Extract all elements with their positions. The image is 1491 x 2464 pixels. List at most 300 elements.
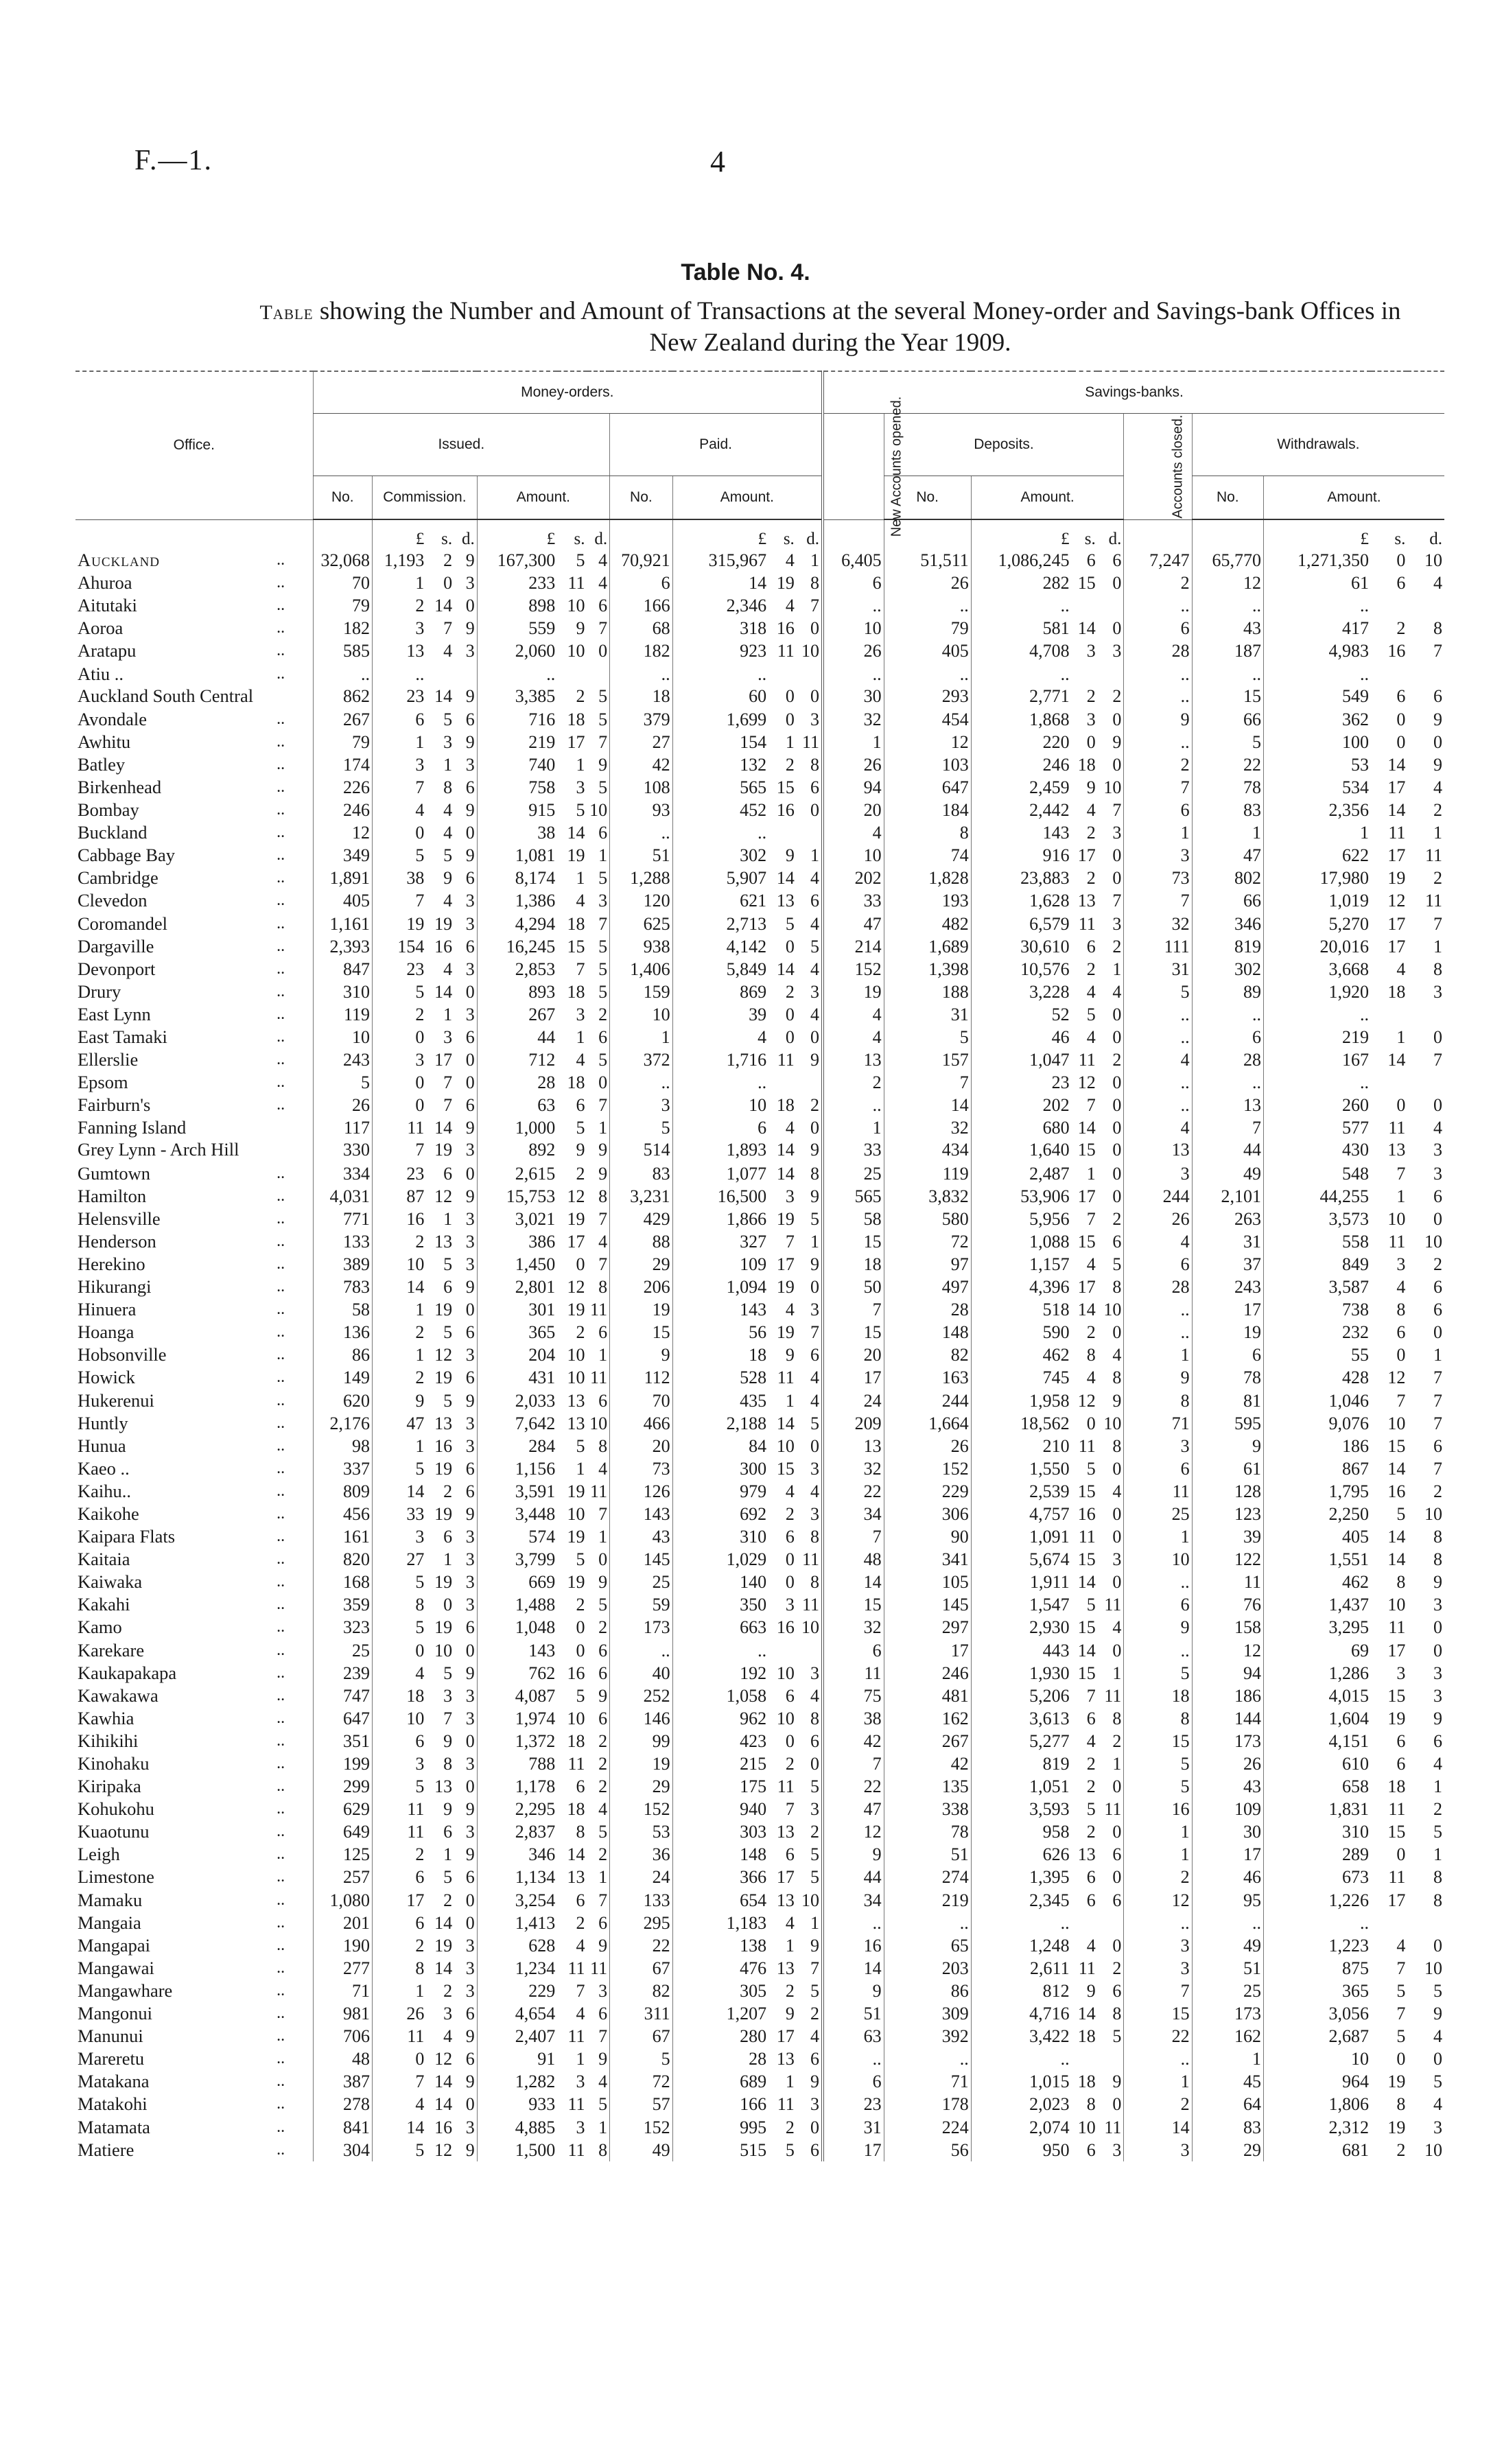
paid-amount-pounds: 366 <box>672 1866 768 1888</box>
office-name: Awhitu <box>78 731 131 752</box>
withdrawals-amount-pounds: 310 <box>1263 1820 1370 1843</box>
issued-amount-shillings: 14 <box>567 823 585 843</box>
withdrawals-amount-shillings: 17 <box>1387 913 1406 934</box>
commission-pence: 0 <box>465 1890 475 1910</box>
deposits-amount-pence: 2 <box>1112 936 1122 957</box>
paid-amount-pounds: 621 <box>672 889 768 912</box>
table-row <box>75 1162 1444 1185</box>
deposits-count: 32 <box>884 1116 971 1139</box>
paid-count: 67 <box>610 2025 673 2048</box>
commission-shillings: 14 <box>434 1958 453 1978</box>
commission-pence: 0 <box>465 1050 475 1070</box>
commission-pounds: 5 <box>373 2139 427 2161</box>
paid-amount-shillings: 11 <box>777 1050 795 1070</box>
table-row <box>75 776 1444 799</box>
issued-amount-pence: 6 <box>598 2004 608 2024</box>
withdrawals-amount-pence: 8 <box>1433 1890 1442 1910</box>
deposits-amount-pence: 8 <box>1112 1368 1122 1388</box>
unit-shillings: s. <box>1394 530 1406 548</box>
issued-amount-pounds: 1,413 <box>477 1912 557 1934</box>
withdrawals-count: 76 <box>1192 1593 1263 1616</box>
table-row <box>75 1071 1444 1094</box>
office-name: Hunua <box>78 1435 126 1456</box>
deposits-amount-pence: 0 <box>1112 1640 1122 1661</box>
office-name: Karekare <box>78 1639 145 1661</box>
accounts-closed-count: .. <box>1124 1639 1192 1662</box>
issued-amount-shillings: 0 <box>576 1254 585 1274</box>
commission-pounds: 26 <box>373 2002 427 2025</box>
office-name: Aitutaki <box>78 595 137 616</box>
office-name: Kamo <box>78 1617 122 1638</box>
issued-amount-pence: 1 <box>598 1527 608 1547</box>
accounts-closed-count: 1 <box>1124 1525 1192 1548</box>
commission-pounds: 1 <box>373 1435 427 1457</box>
deposits-count: 229 <box>884 1480 971 1503</box>
issued-amount-pence: 5 <box>598 2094 608 2115</box>
deposits-amount-shillings: 5 <box>1086 1799 1096 1820</box>
withdrawals-amount-pence: 3 <box>1433 1163 1442 1184</box>
deposits-count: 26 <box>884 572 971 594</box>
commission-pounds: 2 <box>373 1366 427 1389</box>
issued-amount-pounds: 4,087 <box>477 1685 557 1707</box>
deposits-count: 293 <box>884 685 971 708</box>
money-order-count: 12 <box>313 821 373 844</box>
issued-amount-shillings: 8 <box>576 1822 585 1842</box>
new-accounts-count: 17 <box>823 1366 884 1389</box>
new-accounts-count: 38 <box>823 1707 884 1730</box>
deposits-amount-shillings: 7 <box>1086 1095 1096 1116</box>
unit-pound: £ <box>672 519 768 549</box>
commission-shillings: 14 <box>434 2094 453 2115</box>
withdrawals-count: 65,770 <box>1192 549 1263 572</box>
deposits-count: 90 <box>884 1525 971 1548</box>
office-name: Kaeo .. <box>78 1457 130 1479</box>
deposits-amount-pounds: 1,868 <box>971 708 1071 731</box>
withdrawals-amount-pounds: 738 <box>1263 1298 1370 1321</box>
deposits-amount-pounds: 812 <box>971 1980 1071 2002</box>
unit-pound: £ <box>1263 519 1370 549</box>
withdrawals-amount-pence: 0 <box>1433 1617 1442 1638</box>
withdrawals-amount-shillings: 15 <box>1387 1822 1406 1842</box>
withdrawals-amount-pounds: 610 <box>1263 1752 1370 1775</box>
page-number: 4 <box>710 145 725 178</box>
withdrawals-amount-pounds: 219 <box>1263 1026 1370 1048</box>
deposits-amount-shillings: 2 <box>1086 685 1096 706</box>
paid-count: 67 <box>610 1957 673 1980</box>
paid-amount-pounds: 2,346 <box>672 594 768 617</box>
commission-pence: 6 <box>465 1481 475 1501</box>
commission-shillings: 1 <box>443 1208 453 1229</box>
deposits-amount-pounds: 1,640 <box>971 1139 1071 1162</box>
issued-amount-pounds: 1,450 <box>477 1253 557 1276</box>
leader-dots: .. <box>277 1164 285 1182</box>
deposits-amount-shillings: 4 <box>1086 1254 1096 1274</box>
paid-count: 5 <box>610 1116 673 1139</box>
commission-pence: 0 <box>465 1072 475 1093</box>
deposits-count: 51,511 <box>884 549 971 572</box>
deposits-amount-pounds: 3,422 <box>971 2025 1071 2048</box>
issued-amount-pounds: 3,021 <box>477 1208 557 1230</box>
deposits-amount-pounds: 1,628 <box>971 889 1071 912</box>
new-accounts-count: 11 <box>823 1662 884 1685</box>
issued-no-header: No. <box>313 476 373 520</box>
new-accounts-count: .. <box>823 594 884 617</box>
withdrawals-amount-pence: 7 <box>1433 1458 1442 1479</box>
office-name: Kohukohu <box>78 1798 154 1820</box>
office-name: Kaitaia <box>78 1549 130 1570</box>
deposits-amount-shillings: 3 <box>1086 641 1096 661</box>
leader-dots: .. <box>277 2050 285 2068</box>
deposits-amount-shillings: 5 <box>1086 1004 1096 1024</box>
office-name: Kinohaku <box>78 1753 150 1774</box>
commission-pounds: 1,193 <box>373 549 427 572</box>
accounts-closed-count: 4 <box>1124 1116 1192 1139</box>
unit-shillings: s. <box>1084 530 1096 548</box>
commission-pence: 9 <box>465 685 475 706</box>
deposits-amount-shillings: 15 <box>1077 1617 1096 1638</box>
paid-amount-pounds: 303 <box>672 1820 768 1843</box>
commission-pounds: .. <box>373 662 427 685</box>
new-accounts-count: 13 <box>823 1435 884 1457</box>
withdrawals-amount-pounds: 61 <box>1263 572 1370 594</box>
issued-amount-pence: 0 <box>598 1549 608 1570</box>
paid-count: 99 <box>610 1730 673 1752</box>
paid-amount-shillings: 5 <box>785 913 795 934</box>
table-row <box>75 1094 1444 1116</box>
money-order-count: 310 <box>313 981 373 1003</box>
paid-amount-pounds: .. <box>672 1071 768 1094</box>
paid-amount-pounds: 940 <box>672 1798 768 1820</box>
paid-amount-pence: 9 <box>810 1140 820 1160</box>
deposits-amount-pounds: 518 <box>971 1298 1071 1321</box>
money-order-count: 267 <box>313 708 373 731</box>
deposits-amount-pence: 1 <box>1112 959 1122 979</box>
withdrawals-amount-pounds: 167 <box>1263 1048 1370 1071</box>
table-row <box>75 913 1444 935</box>
accounts-closed-count: 3 <box>1124 844 1192 867</box>
issued-amount-pence: 8 <box>598 1186 608 1206</box>
paid-no-header: No. <box>610 476 673 520</box>
paid-amount-pence: 0 <box>810 685 820 706</box>
leader-dots: .. <box>277 1868 285 1886</box>
accounts-closed-count: 2 <box>1124 2093 1192 2115</box>
office-name: Hukerenui <box>78 1389 154 1411</box>
deposits-amount-pounds: 1,911 <box>971 1571 1071 1593</box>
commission-pence: 6 <box>465 1027 475 1048</box>
commission-pence: 6 <box>465 936 475 957</box>
office-name: Kakahi <box>78 1594 130 1615</box>
money-order-count: 25 <box>313 1639 373 1662</box>
paid-amount-pounds: 1,058 <box>672 1685 768 1707</box>
accounts-closed-count: 244 <box>1124 1185 1192 1208</box>
withdrawals-count: 263 <box>1192 1208 1263 1230</box>
commission-pounds: 2 <box>373 594 427 617</box>
leader-dots: .. <box>277 1731 285 1750</box>
withdrawals-count: 25 <box>1192 1980 1263 2002</box>
money-order-count: 334 <box>313 1162 373 1185</box>
withdrawals-amount-pounds: 2,250 <box>1263 1503 1370 1525</box>
issued-amount-pounds: 2,615 <box>477 1162 557 1185</box>
leader-dots: .. <box>277 1709 285 1727</box>
accounts-closed-count: 6 <box>1124 1253 1192 1276</box>
issued-amount-shillings: 18 <box>567 1072 585 1093</box>
paid-count: 3,231 <box>610 1185 673 1208</box>
table-row <box>75 1048 1444 1071</box>
deposits-amount-pence: 0 <box>1112 1822 1122 1842</box>
issued-amount-pence: 7 <box>598 2026 608 2047</box>
table-row <box>75 1820 1444 1843</box>
money-order-count: 86 <box>313 1344 373 1366</box>
deposits-count: 338 <box>884 1798 971 1820</box>
commission-shillings: 13 <box>434 1413 453 1433</box>
issued-amount-pounds: 712 <box>477 1048 557 1071</box>
paid-amount-shillings <box>768 821 797 844</box>
withdrawals-amount-shillings: 13 <box>1387 1140 1406 1160</box>
new-accounts-count: 30 <box>823 685 884 708</box>
issued-amount-shillings: 5 <box>576 1685 585 1706</box>
table-row <box>75 731 1444 753</box>
withdrawals-amount-shillings: 8 <box>1396 1572 1406 1593</box>
new-accounts-count: 23 <box>823 2093 884 2115</box>
paid-amount-pence <box>797 821 823 844</box>
withdrawals-amount-shillings: 5 <box>1396 1980 1406 2001</box>
deposits-amount-pounds: 5,206 <box>971 1685 1071 1707</box>
deposits-amount-shillings: 9 <box>1086 1980 1096 2001</box>
office-name: Avondale <box>78 708 148 729</box>
deposits-amount-pounds: 1,930 <box>971 1662 1071 1685</box>
issued-amount-shillings: 11 <box>567 1958 585 1978</box>
paid-amount-pounds: 962 <box>672 1707 768 1730</box>
commission-pence: 3 <box>465 1572 475 1593</box>
withdrawals-amount-shillings: 10 <box>1387 1413 1406 1433</box>
office-name: Kaihu.. <box>78 1480 132 1501</box>
issued-amount-pence: 5 <box>598 777 608 797</box>
deposits-amount-shillings: 18 <box>1077 2072 1096 2092</box>
issued-amount-pounds: 267 <box>477 1003 557 1026</box>
deposits-amount-pence: 0 <box>1112 1118 1122 1138</box>
issued-amount-shillings: 14 <box>567 1844 585 1865</box>
deposits-amount-shillings: 15 <box>1077 1549 1096 1570</box>
withdrawals-amount-shillings <box>1371 1912 1407 1934</box>
table-row <box>75 1616 1444 1639</box>
money-order-count: 257 <box>313 1866 373 1888</box>
issued-amount-shillings: 3 <box>576 2072 585 2092</box>
withdrawals-amount-pence: 1 <box>1433 1844 1442 1865</box>
withdrawals-amount-pounds: 1,286 <box>1263 1662 1370 1685</box>
leader-dots: .. <box>277 1096 285 1114</box>
money-order-count: 389 <box>313 1253 373 1276</box>
commission-shillings: 0 <box>443 1595 453 1615</box>
withdrawals-amount-shillings: 0 <box>1396 709 1406 729</box>
deposits-amount-pence: 0 <box>1112 1004 1122 1024</box>
accounts-closed-count: 18 <box>1124 1685 1192 1707</box>
accounts-closed-count: 7 <box>1124 889 1192 912</box>
deposits-amount-pounds: 46 <box>971 1026 1071 1048</box>
withdrawals-amount-pence: 3 <box>1433 981 1442 1002</box>
commission-pounds: 6 <box>373 708 427 731</box>
withdrawals-amount-pounds: 1,223 <box>1263 1934 1370 1957</box>
deposits-amount-pence: 9 <box>1112 2072 1122 2092</box>
table-row <box>75 1230 1444 1253</box>
commission-pence: 9 <box>465 1844 475 1865</box>
new-accounts-count: 15 <box>823 1230 884 1253</box>
deposits-amount-pounds: 6,579 <box>971 913 1071 935</box>
paid-count: 82 <box>610 1980 673 2002</box>
withdrawals-count: .. <box>1192 1071 1263 1094</box>
issued-amount-pence: 4 <box>598 573 608 594</box>
withdrawals-amount-pounds: 1 <box>1263 821 1370 844</box>
table-row <box>75 617 1444 640</box>
withdrawals-amount-pence: 2 <box>1433 1254 1442 1274</box>
deposits-count: 267 <box>884 1730 971 1752</box>
commission-pounds: 6 <box>373 1912 427 1934</box>
paid-amount-pounds: 435 <box>672 1389 768 1411</box>
office-name: Kiripaka <box>78 1776 141 1797</box>
withdrawals-amount-pounds: 405 <box>1263 1525 1370 1548</box>
paid-amount-shillings: 2 <box>785 2117 795 2137</box>
deposits-amount-pence: 11 <box>1104 1595 1122 1615</box>
commission-pounds: 4 <box>373 1662 427 1685</box>
deposits-amount-shillings: 0 <box>1086 1413 1096 1433</box>
deposits-count: 119 <box>884 1162 971 1185</box>
commission-shillings: 14 <box>434 596 453 616</box>
deposits-count: 145 <box>884 1593 971 1616</box>
leader-dots: .. <box>277 937 285 955</box>
deposits-amount-shillings: 6 <box>1086 1890 1096 1910</box>
caption-lead: Table <box>259 301 314 324</box>
new-accounts-count: 6,405 <box>823 549 884 572</box>
deposits-amount-pence: 8 <box>1112 2004 1122 2024</box>
accounts-closed-count: 3 <box>1124 2139 1192 2161</box>
paid-amount-pounds: 60 <box>672 685 768 708</box>
paid-amount-pence: 10 <box>801 641 820 661</box>
withdrawals-amount-pence: 3 <box>1433 1685 1442 1706</box>
deposits-amount-pence <box>1098 662 1124 685</box>
deposits-amount-pence: 7 <box>1112 891 1122 911</box>
issued-amount-pence: 1 <box>598 1867 608 1888</box>
paid-amount-pounds: 1,893 <box>672 1139 768 1162</box>
issued-amount-pounds: 1,156 <box>477 1457 557 1480</box>
withdrawals-amount-pence <box>1407 1071 1444 1094</box>
deposits-count: 51 <box>884 1843 971 1866</box>
issued-amount-pounds: 3,799 <box>477 1548 557 1571</box>
paid-amount-pence: 8 <box>810 1572 820 1593</box>
withdrawals-amount-pounds: 3,295 <box>1263 1616 1370 1639</box>
withdrawals-count: 595 <box>1192 1412 1263 1435</box>
unit-pence: d. <box>806 530 820 548</box>
paid-count: 20 <box>610 1435 673 1457</box>
paid-amount-shillings: 4 <box>785 1118 795 1138</box>
commission-pounds: 0 <box>373 2048 427 2070</box>
deposits-amount-pounds: 819 <box>971 1752 1071 1775</box>
issued-amount-pounds: 2,060 <box>477 640 557 662</box>
commission-pence: 9 <box>465 1277 475 1298</box>
deposits-count: 224 <box>884 2115 971 2138</box>
deposits-amount-pounds: .. <box>971 1912 1071 1934</box>
withdrawals-amount-pounds: 9,076 <box>1263 1412 1370 1435</box>
deposits-amount-shillings: 2 <box>1086 868 1096 889</box>
deposits-no-header: No. <box>884 476 971 520</box>
deposits-amount-pounds: 2,930 <box>971 1616 1071 1639</box>
new-accounts-label: New Accounts opened. <box>889 396 904 537</box>
issued-amount-pounds: 3,448 <box>477 1503 557 1525</box>
money-order-count: 747 <box>313 1685 373 1707</box>
withdrawals-amount-pence: 4 <box>1433 1754 1442 1774</box>
withdrawals-amount-pence: 5 <box>1433 1980 1442 2001</box>
money-order-count: 246 <box>313 799 373 821</box>
deposits-amount-shillings: 14 <box>1077 2004 1096 2024</box>
withdrawals-amount-pence: 9 <box>1433 1572 1442 1593</box>
withdrawals-amount-pence: 8 <box>1433 1527 1442 1547</box>
withdrawals-amount-shillings: 10 <box>1387 1208 1406 1229</box>
withdrawals-amount-pence: 7 <box>1433 1390 1442 1411</box>
deposits-count: 148 <box>884 1321 971 1344</box>
paid-amount-shillings: 2 <box>785 1503 795 1524</box>
issued-amount-shillings: 12 <box>567 1277 585 1298</box>
withdrawals-count: 122 <box>1192 1548 1263 1571</box>
paid-amount-pence: 1 <box>810 1231 820 1252</box>
paid-amount-pounds: 28 <box>672 2048 768 2070</box>
office-name: Kaipara Flats <box>78 1526 176 1547</box>
commission-pence: 6 <box>465 777 475 797</box>
accounts-closed-count: .. <box>1124 685 1192 708</box>
deposits-count: 12 <box>884 731 971 753</box>
deposits-count: 82 <box>884 1344 971 1366</box>
paid-amount-pence: 8 <box>810 1708 820 1728</box>
withdrawals-amount-pounds: 260 <box>1263 1094 1370 1116</box>
commission-pounds: 13 <box>373 640 427 662</box>
paid-count: 108 <box>610 776 673 799</box>
paid-amount-pence <box>797 1071 823 1094</box>
deposits-amount-pence <box>1098 594 1124 617</box>
issued-amount-shillings: 1 <box>576 1027 585 1048</box>
paid-amount-pounds: 1,866 <box>672 1208 768 1230</box>
issued-amount-pence: 9 <box>598 1685 608 1706</box>
paid-count: 182 <box>610 640 673 662</box>
withdrawals-amount-pounds: .. <box>1263 662 1370 685</box>
commission-pounds: 5 <box>373 1616 427 1639</box>
deposits-count: 297 <box>884 1616 971 1639</box>
withdrawals-amount-shillings: 8 <box>1396 1300 1406 1320</box>
commission-shillings: 7 <box>443 1072 453 1093</box>
money-order-count: 351 <box>313 1730 373 1752</box>
commission-shillings: 4 <box>443 823 453 843</box>
withdrawals-count: 144 <box>1192 1707 1263 1730</box>
deposits-amount-pence: 3 <box>1112 823 1122 843</box>
new-accounts-count: 6 <box>823 1639 884 1662</box>
accounts-closed-count: .. <box>1124 731 1192 753</box>
withdrawals-count: 173 <box>1192 2002 1263 2025</box>
issued-amount-pence: 9 <box>598 1163 608 1184</box>
withdrawals-amount-pence: 6 <box>1433 1435 1442 1456</box>
issued-amount-shillings: 19 <box>567 1527 585 1547</box>
table-row <box>75 594 1444 617</box>
commission-pence: 3 <box>465 1754 475 1774</box>
deposits-count: 103 <box>884 753 971 776</box>
deposits-amount-shillings <box>1072 594 1098 617</box>
office-name: Limestone <box>78 1866 154 1888</box>
issued-amount-pounds: 1,282 <box>477 2070 557 2093</box>
unit-pence: d. <box>1108 530 1122 548</box>
new-accounts-count: 24 <box>823 1389 884 1411</box>
withdrawals-amount-pounds: 462 <box>1263 1571 1370 1593</box>
withdrawals-count: 819 <box>1192 935 1263 958</box>
leader-dots: .. <box>277 2140 285 2159</box>
issued-amount-pence: 1 <box>598 1118 608 1138</box>
deposits-amount-pounds: 590 <box>971 1321 1071 1344</box>
deposits-count: .. <box>884 662 971 685</box>
deposits-amount-pounds: 1,958 <box>971 1389 1071 1411</box>
